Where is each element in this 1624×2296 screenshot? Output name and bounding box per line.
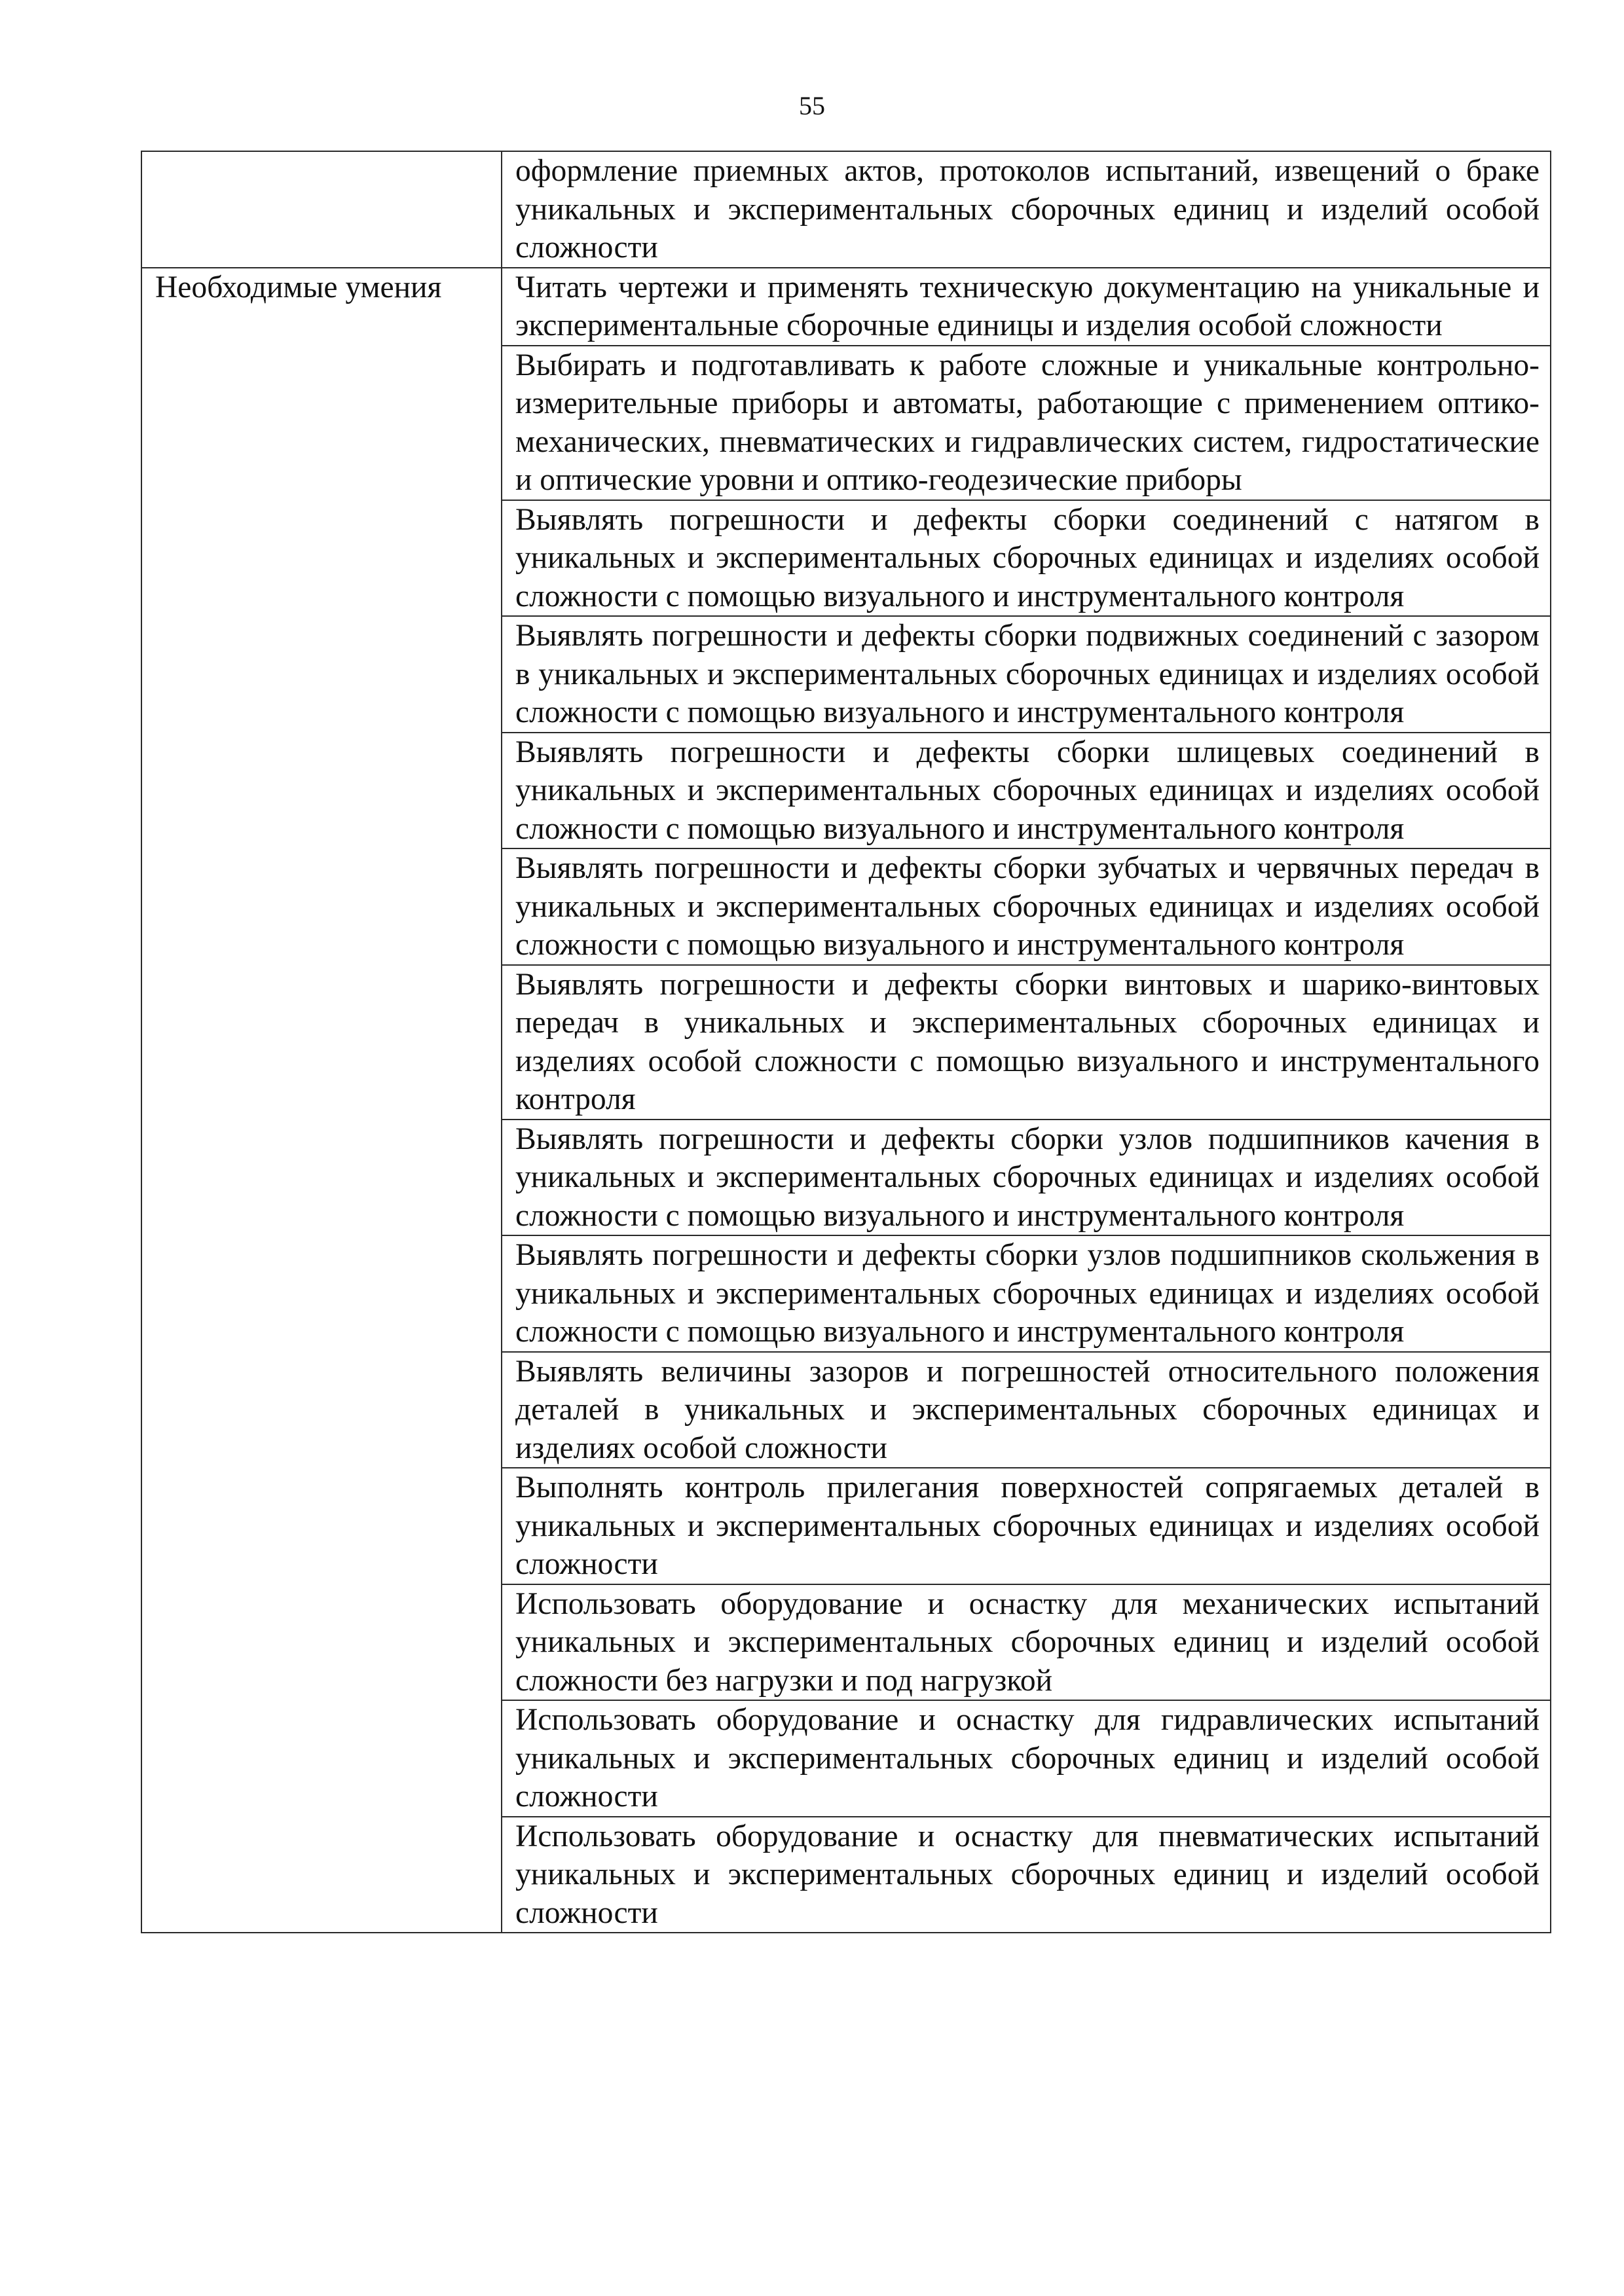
row-text-cell: Выявлять погрешности и дефекты сборки зубчатых и червячных передач в уникальных и экспериментальных сборочных единицах и изделиях особой сложности с помощью визуального и инструментального контроля [502, 848, 1551, 965]
page-number: 55 [799, 91, 825, 120]
row-text-cell: Использовать оборудование и оснастку для пневматических испытаний уникальных и экспериментальных сборочных единиц и изделий особой сложности [502, 1817, 1551, 1933]
row-text-cell: Выявлять погрешности и дефекты сборки винтовых и шарико-винтовых передач в уникальных и экспериментальных сборочных единицах и изделиях особой сложности с помощью визуального и инструментального контроля [502, 965, 1551, 1120]
row-text-cell: оформление приемных актов, протоколов испытаний, извещений о браке уникальных и экспериментальных сборочных единиц и изделий особой сложности [502, 151, 1551, 268]
row-label-cell [141, 151, 502, 268]
row-text-cell: Выявлять величины зазоров и погрешностей относительного положения деталей в уникальных и экспериментальных сборочных единицах и изделиях особой сложности [502, 1352, 1551, 1468]
row-text-cell: Выявлять погрешности и дефекты сборки узлов подшипников скольжения в уникальных и экспериментальных сборочных единицах и изделиях особой сложности с помощью визуального и инструментального контроля [502, 1235, 1551, 1352]
row-text-cell: Выявлять погрешности и дефекты сборки соединений с натягом в уникальных и экспериментальных сборочных единицах и изделиях особой сложности с помощью визуального и инструментального контроля [502, 500, 1551, 617]
row-text-cell: Выявлять погрешности и дефекты сборки узлов подшипников качения в уникальных и экспериментальных сборочных единицах и изделиях особой сложности с помощью визуального и инструментального контроля [502, 1120, 1551, 1236]
row-label-cell-necessary-skills: Необходимые умения [141, 268, 502, 1933]
row-text-cell: Использовать оборудование и оснастку для механических испытаний уникальных и экспериментальных сборочных единиц и изделий особой сложности без нагрузки и под нагрузкой [502, 1584, 1551, 1701]
requirements-table [141, 151, 1551, 1933]
row-text-cell: Выявлять погрешности и дефекты сборки подвижных соединений с зазором в уникальных и экспериментальных сборочных единицах и изделиях особой сложности с помощью визуального и инструментального контроля [502, 616, 1551, 733]
row-text-cell: Использовать оборудование и оснастку для гидравлических испытаний уникальных и экспериментальных сборочных единиц и изделий особой сложности [502, 1700, 1551, 1817]
row-text-cell: Читать чертежи и применять техническую документацию на уникальные и экспериментальные сборочные единицы и изделия особой сложности [502, 268, 1551, 346]
table-row [141, 151, 1551, 268]
table-row [141, 268, 1551, 346]
row-text-cell: Выполнять контроль прилегания поверхностей сопрягаемых деталей в уникальных и экспериментальных сборочных единицах и изделиях особой сложности [502, 1468, 1551, 1584]
row-text-cell: Выбирать и подготавливать к работе сложные и уникальные контрольно-измерительные приборы и автоматы, работающие с применением оптико-механических, пневматических и гидравлических систем, гидростатические и оптические уровни и оптико-геодезические приборы [502, 346, 1551, 500]
row-text-cell: Выявлять погрешности и дефекты сборки шлицевых соединений в уникальных и экспериментальных сборочных единицах и изделиях особой сложности с помощью визуального и инструментального контроля [502, 733, 1551, 849]
